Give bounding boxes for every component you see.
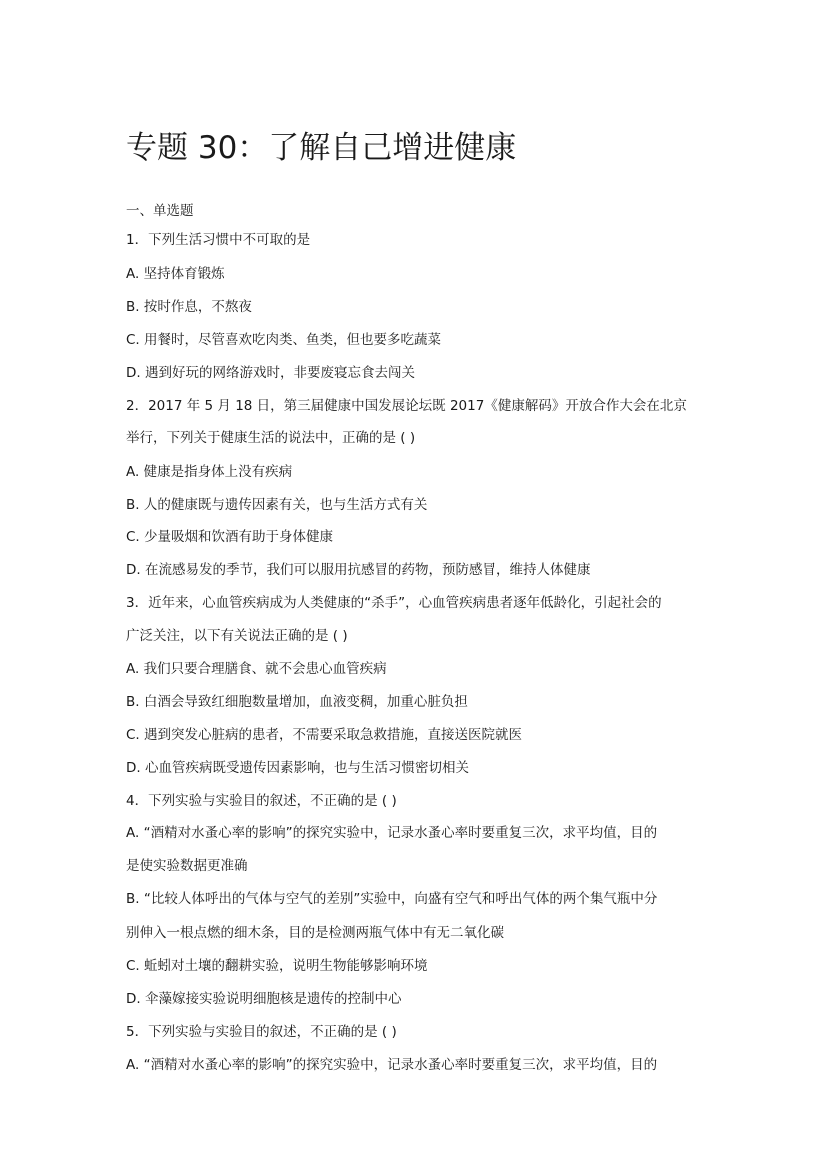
text-line: 举行，下列关于健康生活的说法中，正确的是 ( ) bbox=[126, 430, 416, 446]
text-line: 2．2017 年 5 月 18 日，第三届健康中国发展论坛既 2017《健康解码》开放合作大会在北京 bbox=[126, 398, 687, 414]
text-line: 3．近年来，心血管疾病成为人类健康的“杀手”，心血管疾病患者逐年低龄化，引起社会的 bbox=[126, 595, 662, 611]
section-heading: 一、单选题 bbox=[126, 203, 194, 219]
text-line: 广泛关注，以下有关说法正确的是 ( ) bbox=[126, 628, 348, 644]
page-title: 专题 30：了解自己增进健康 bbox=[126, 130, 517, 166]
text-line: D. 遇到好玩的网络游戏时，非要废寝忘食去闯关 bbox=[126, 365, 415, 381]
text-line: B. 白酒会导致红细胞数量增加，血液变稠，加重心脏负担 bbox=[126, 694, 468, 710]
text-line: A. 健康是指身体上没有疾病 bbox=[126, 464, 293, 480]
text-line: B. “比较人体呼出的气体与空气的差别”实验中，向盛有空气和呼出气体的两个集气瓶中分 bbox=[126, 891, 658, 907]
text-line: C. 用餐时，尽管喜欢吃肉类、鱼类，但也要多吃蔬菜 bbox=[126, 332, 442, 348]
text-line: 4．下列实验与实验目的叙述，不正确的是 ( ) bbox=[126, 793, 397, 809]
text-line: C. 遇到突发心脏病的患者，不需要采取急救措施，直接送医院就医 bbox=[126, 727, 523, 743]
text-line: D. 心血管疾病既受遗传因素影响，也与生活习惯密切相关 bbox=[126, 760, 469, 776]
text-line: D. 在流感易发的季节，我们可以服用抗感冒的药物，预防感冒，维持人体健康 bbox=[126, 562, 591, 578]
text-line: 是使实验数据更准确 bbox=[126, 858, 248, 874]
text-line: A. “酒精对水蚤心率的影响”的探究实验中，记录水蚤心率时要重复三次，求平均值，目的 bbox=[126, 1057, 658, 1073]
text-line: 5．下列实验与实验目的叙述，不正确的是 ( ) bbox=[126, 1024, 397, 1040]
text-line: 1．下列生活习惯中不可取的是 bbox=[126, 232, 311, 248]
text-line: A. 我们只要合理膳食、就不会患心血管疾病 bbox=[126, 661, 387, 677]
text-line: D. 伞藻嫁接实验说明细胞核是遗传的控制中心 bbox=[126, 991, 402, 1007]
text-line: C. 蚯蚓对土壤的翻耕实验，说明生物能够影响环境 bbox=[126, 958, 428, 974]
text-line: C. 少量吸烟和饮酒有助于身体健康 bbox=[126, 529, 334, 545]
text-line: A. 坚持体育锻炼 bbox=[126, 266, 225, 282]
text-line: B. 按时作息，不熬夜 bbox=[126, 299, 252, 315]
text-line: A. “酒精对水蚤心率的影响”的探究实验中，记录水蚤心率时要重复三次，求平均值，目的 bbox=[126, 825, 658, 841]
text-line: 别伸入一根点燃的细木条，目的是检测两瓶气体中有无二氧化碳 bbox=[126, 925, 504, 941]
text-line: B. 人的健康既与遗传因素有关，也与生活方式有关 bbox=[126, 497, 428, 513]
